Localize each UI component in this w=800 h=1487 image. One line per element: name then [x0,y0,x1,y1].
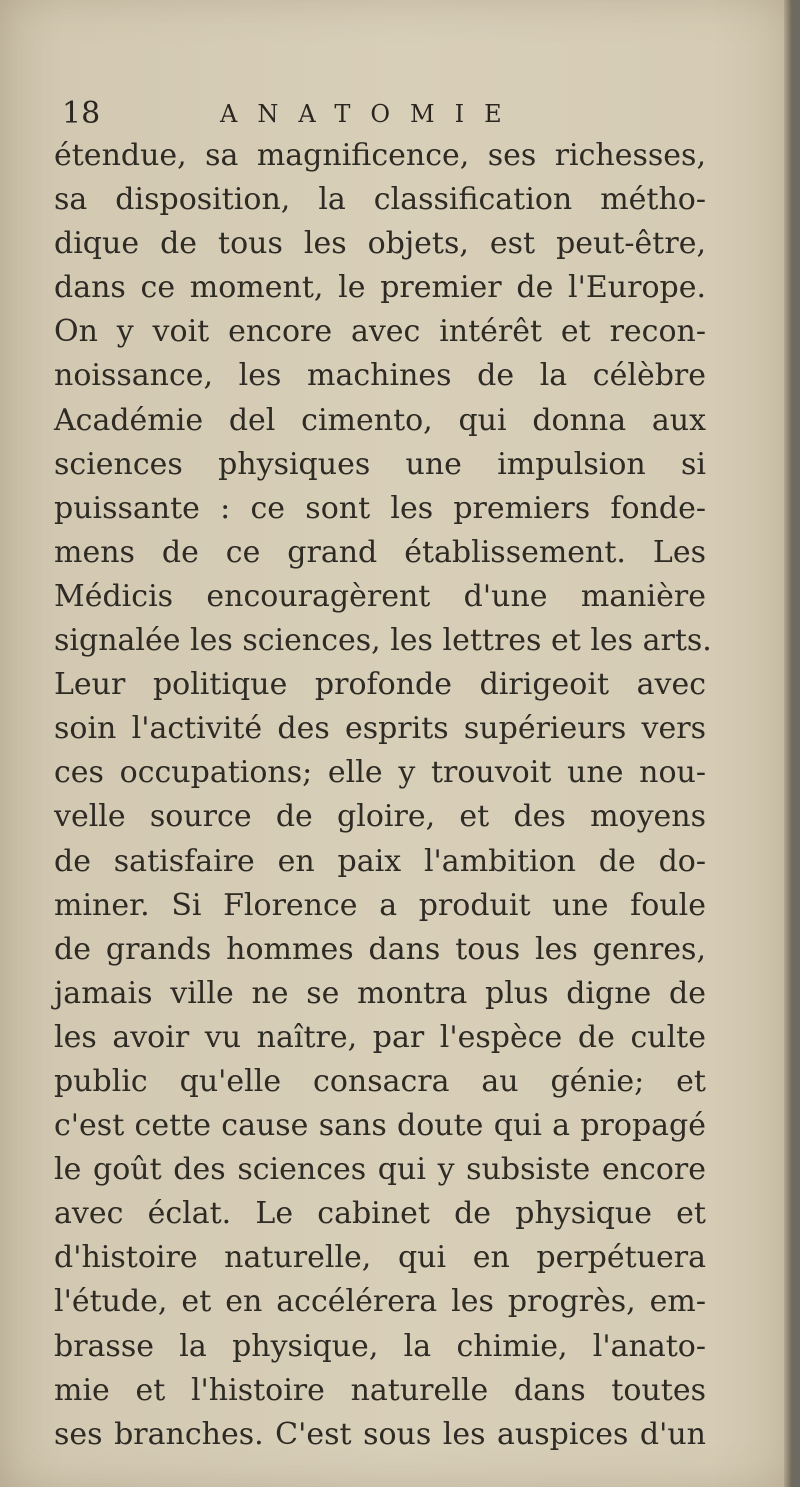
text-line: On y voit encore avec intérêt et recon- [54,314,706,350]
page-header [62,96,702,136]
text-line: mie et l'histoire naturelle dans toutes [54,1372,706,1408]
text-line: sa disposition, la classification métho- [54,182,706,218]
text-line: c'est cette cause sans doute qui a propagé [54,1108,706,1144]
text-line: puissante : ce sont les premiers fonde- [54,490,706,526]
text-line: les avoir vu naître, par l'espèce de culte [54,1019,706,1055]
text-line: avec éclat. Le cabinet de physique et [54,1196,706,1232]
text-line: noissance, les machines de la célèbre [54,358,706,394]
text-line: Leur politique profonde dirigeoit avec [54,667,706,703]
text-line: sciences physiques une impulsion si [54,446,706,482]
text-line: étendue, sa magnificence, ses richesses, [54,138,706,173]
text-line: le goût des sciences qui y subsiste encore [54,1152,706,1188]
text-line: de grands hommes dans tous les genres, [54,931,706,967]
running-head: ANATOMIE [220,100,522,128]
text-line: dans ce moment, le premier de l'Europe. [54,270,706,306]
text-line: dique de tous les objets, est peut-être, [54,226,706,262]
text-line: soin l'activité des esprits supérieurs vers [54,711,706,747]
text-line: ces occupations; elle y trouvoit une nou- [54,755,706,791]
text-line: mens de ce grand établissement. Les [54,534,706,570]
text-line: Académie del cimento, qui donna aux [54,402,706,438]
text-line: jamais ville ne se montra plus digne de [54,975,706,1011]
text-line: brasse la physique, la chimie, l'anato- [54,1328,706,1364]
text-line: d'histoire naturelle, qui en perpétuera [54,1240,706,1276]
text-line: l'étude, et en accélérera les progrès, em- [54,1284,706,1320]
text-line: de satisfaire en paix l'ambition de do- [54,843,706,879]
text-line: signalée les sciences, les lettres et les arts. [54,623,712,659]
body-text [54,134,712,1457]
text-line: miner. Si Florence a produit une foule [54,887,706,923]
text-line: Médicis encouragèrent d'une manière [54,578,706,614]
text-line: public qu'elle consacra au génie; et [54,1063,706,1099]
page-number: 18 [62,96,101,131]
text-line: velle source de gloire, et des moyens [54,799,706,835]
text-line: ses branches. C'est sous les auspices d'un [54,1416,706,1452]
